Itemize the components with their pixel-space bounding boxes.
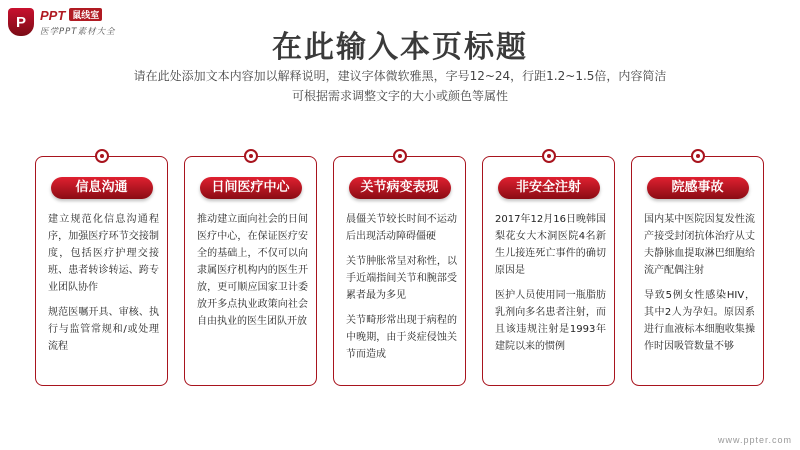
card-paragraph: 关节畸形常出现于病程的中晚期，由于炎症侵蚀关节而造成 (346, 315, 457, 360)
card-title: 院感事故 (647, 177, 749, 199)
card-row (35, 150, 765, 392)
subtitle-line-1: 请在此处添加文本内容加以解释说明，建议字体微软雅黑，字号12~24，行距1.2~1.5倍，内容简洁 (133, 69, 667, 83)
logo-title-text: PPT (40, 8, 66, 23)
card-paragraph: 2017年12月16日晚韩国梨花女大木洞医院4名新生儿接连死亡事件的确切原因是 (495, 214, 606, 276)
card-nosocomial-infection (631, 156, 764, 386)
card-dot-icon (95, 149, 109, 163)
card-dot-icon (691, 149, 705, 163)
card-paragraph: 导致5例女性感染HIV，其中2人为孕妇。原因系进行血液标本细胞收集操作时因吸管数量不够 (644, 290, 755, 352)
card-dot-icon (393, 149, 407, 163)
subtitle-line-2: 可根据需求调整文字的大小或颜色等属性 (291, 89, 508, 103)
card-paragraph: 国内某中医院因复发性流产接受封闭抗体治疗从丈夫静脉血提取淋巴细胞给流产配偶注射 (644, 214, 755, 276)
logo-title (40, 8, 102, 22)
page-title: 在此输入本页标题 (272, 30, 528, 65)
card-day-care-center (184, 156, 317, 386)
footer-watermark: www.ppter.com (717, 435, 792, 445)
card-title: 非安全注射 (498, 177, 600, 199)
subtitle (0, 66, 800, 106)
card-joint-lesions (333, 156, 466, 386)
logo-tag: 鼠线室 (69, 8, 102, 21)
card-paragraph: 晨僵关节较长时间不运动后出现活动障碍僵硬 (346, 214, 457, 242)
card-paragraph: 推动建立面向社会的日间医疗中心，在保证医疗安全的基础上，不仅可以向隶属医疗机构内的医生开放，更可顺应国家卫计委放开多点执业政策向社会自由执业的医生团队开放 (197, 214, 308, 327)
card-paragraph: 规范医嘱开具、审核、执行与监管常规和/或处理流程 (48, 307, 159, 352)
card-title: 信息沟通 (51, 177, 153, 199)
logo-subtitle: 医学PPT素材大全 (40, 27, 116, 37)
card-body (346, 211, 457, 371)
card-unsafe-injection (482, 156, 615, 386)
card-dot-icon (244, 149, 258, 163)
logo-shield-icon: P (8, 8, 34, 36)
card-body (197, 211, 308, 338)
card-title: 日间医疗中心 (200, 177, 302, 199)
card-info-communication (35, 156, 168, 386)
card-paragraph: 建立规范化信息沟通程序，加强医疗环节交接制度，包括医疗护理交接班、患者转诊转运、跨专业团队协作 (48, 214, 159, 293)
card-dot-icon (542, 149, 556, 163)
card-paragraph: 关节肿胀常呈对称性，以手近端指间关节和腕部受累者最为多见 (346, 256, 457, 301)
card-title: 关节病变表现 (349, 177, 451, 199)
card-paragraph: 医护人员使用同一瓶脂肪乳剂向多名患者注射，而且该违规注射是1993年建院以来的惯例 (495, 290, 606, 352)
card-body (644, 211, 755, 363)
card-body (495, 211, 606, 363)
card-body (48, 211, 159, 363)
